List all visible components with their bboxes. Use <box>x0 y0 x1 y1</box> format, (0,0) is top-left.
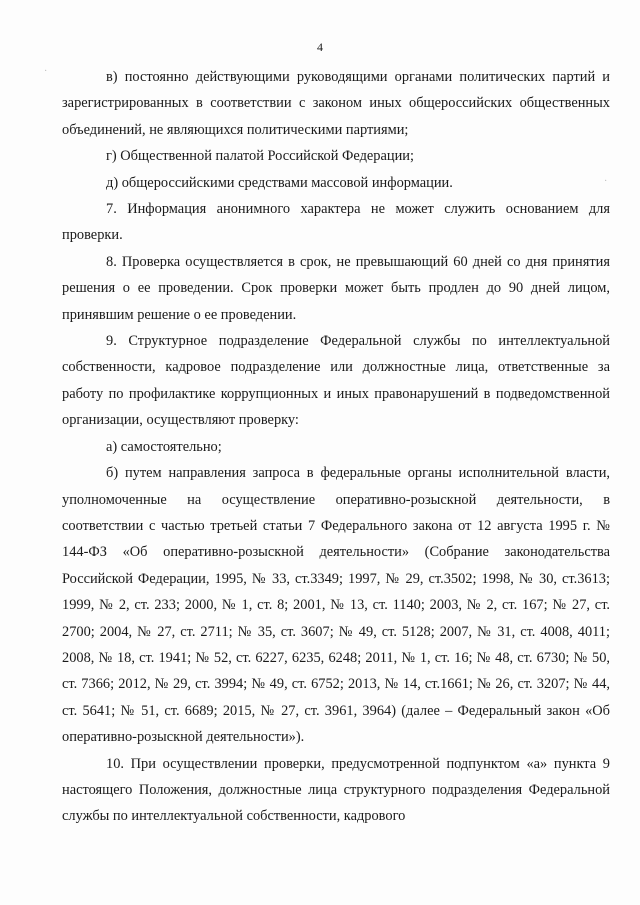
paragraph-7: 7. Информация анонимного характера не может служить основанием для проверки. <box>62 201 610 244</box>
document-body <box>62 64 610 830</box>
paragraph-8: 8. Проверка осуществляется в срок, не превышающий 60 дней со дня принятия решения о ее проведении. Срок проверки может быть продлен до 90 дней лицом, принявшим решение о ее проведении. <box>62 253 610 323</box>
paragraph-9: 9. Структурное подразделение Федеральной службы по интеллектуальной собственности, кадровое подразделение или должностные лица, ответственные за работу по профилактике коррупционных и иных правонарушений в подведомственной организации, осуществляют проверку: <box>62 333 610 429</box>
scan-mark: · <box>604 176 608 187</box>
scan-mark: · <box>44 66 48 77</box>
page-number: 4 <box>317 40 323 54</box>
paragraph-10: 10. При осуществлении проверки, предусмотренной подпунктом «а» пункта 9 настоящего Положения, должностные лица структурного подразделения Федеральной службы по интеллектуальной собственности, кадрового <box>62 755 610 825</box>
paragraph-9a: а) самостоятельно; <box>106 438 222 455</box>
paragraph-v: в) постоянно действующими руководящими органами политических партий и зарегистрированных в соответствии с законом иных общероссийских общественных объединений, не являющихся политическими партиями; <box>62 69 610 138</box>
paragraph-9b: б) путем направления запроса в федеральные органы исполнительной власти, уполномоченные на осуществление оперативно-розыскной деятельности, в соответствии с частью третьей статьи 7 Федерального закона от 12 августа 1995 г. № 144-ФЗ «Об оперативно-розыскной деятельности» (Собрание законодательства Российской Федерации, 1995, № 33, ст.3349; 1997, № 29, ст.3502; 1998, № 30, ст.3613; 1999, № 2, ст. 233; 2000, № 1, ст. 8; 2001, № 13, ст. 1140; 2003, № 2, ст. 167; № 27, ст. 2700; 2004, № 27, ст. 2711; № 35, ст. 3607; № 49, ст. 5128; 2007, № 31, ст. 4008, 4011; 2008, № 18, ст. 1941; № 52, ст. 6227, 6235, 6248; 2011, № 1, ст. 16; № 48, ст. 6730; № 50, ст. 7366; 2012, № 29, ст. 3994; № 49, ст. 6752; 2013, № 14, ст.1661; № 26, ст. 3207; № 44, ст. 5641; № 51, ст. 6689; 2015, № 27, ст. 3961, 3964) (далее – Федеральный закон «Об оперативно-розыскной деятельности»). <box>62 465 610 746</box>
paragraph-d: д) общероссийскими средствами массовой информации. <box>106 174 453 191</box>
paragraph-g: г) Общественной палатой Российской Федерации; <box>106 148 414 165</box>
